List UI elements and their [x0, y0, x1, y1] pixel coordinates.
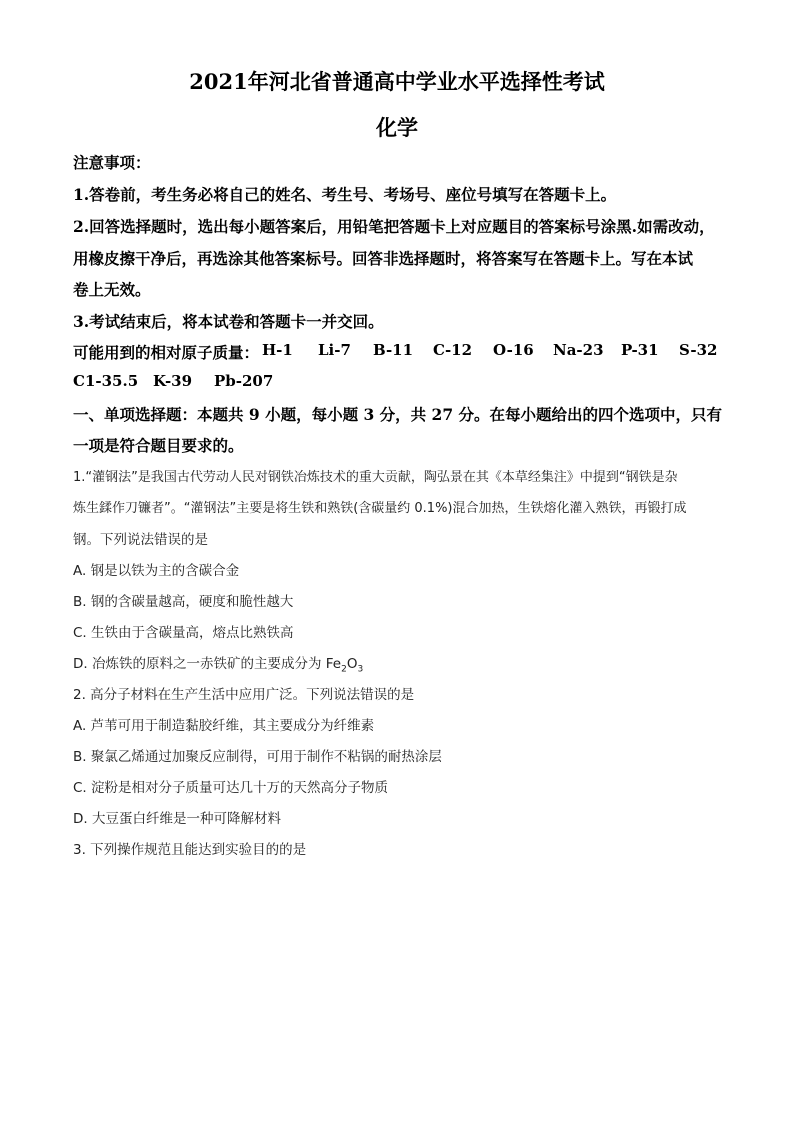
atomic-mass-label: 可能用到的相对原子质量： — [73, 343, 260, 362]
atomic-mass-item: S-32 — [679, 341, 718, 359]
note-item-1: 1.答卷前，考生务必将自己的姓名、考生号、考场号、座位号填写在答题卡上。 — [73, 185, 617, 204]
exam-title: 2021年河北省普通高中学业水平选择性考试 — [189, 69, 605, 94]
section-heading-line-2: 一项是符合题目要求的。 — [73, 436, 244, 455]
question-1-option-c: C. 生铁由于含碳量高，熔点比熟铁高 — [73, 625, 294, 641]
atomic-mass-item: K-39 — [153, 372, 193, 390]
question-1-stem-line-3: 钢。下列说法错误的是 — [73, 532, 208, 548]
question-1-stem-line-1: 1.“灌钢法”是我国古代劳动人民对钢铁冶炼技术的重大贡献，陶弘景在其《本草经集注》中提到“钢铁是杂 — [73, 470, 678, 485]
atomic-mass-item: B-11 — [373, 341, 414, 359]
formula-subscript: 3 — [357, 664, 364, 675]
subject-title: 化学 — [376, 115, 418, 140]
question-1-option-d — [73, 652, 363, 675]
question-2-option-b: B. 聚氯乙烯通过加聚反应制得，可用于制作不粘锅的耐热涂层 — [73, 749, 442, 765]
formula-subscript: 2 — [341, 664, 347, 675]
section-heading-line-1: 一、单项选择题：本题共 9 小题，每小题 3 分，共 27 分。在每小题给出的四个选项中，只有 — [73, 405, 723, 424]
atomic-mass-item: H-1 — [262, 341, 293, 359]
option-d-text: D. 冶炼铁的原料之一赤铁矿的主要成分为 Fe — [73, 656, 342, 672]
atomic-mass-item: O-16 — [493, 341, 534, 359]
note-item-2-line-1: 2.回答选择题时，选出每小题答案后，用铅笔把答题卡上对应题目的答案标号涂黑.如需改动， — [73, 217, 715, 236]
atomic-mass-item: Pb-207 — [214, 372, 274, 390]
formula-element: O — [346, 656, 358, 672]
question-2-option-d: D. 大豆蛋白纤维是一种可降解材料 — [73, 811, 281, 827]
question-2-stem: 2. 高分子材料在生产生活中应用广泛。下列说法错误的是 — [73, 687, 415, 703]
atomic-mass-item: C-12 — [433, 341, 473, 359]
note-item-3: 3.考试结束后，将本试卷和答题卡一并交回。 — [73, 312, 384, 331]
question-2-option-a: A. 芦苇可用于制造黏胶纤维，其主要成分为纤维素 — [73, 718, 375, 734]
question-1-option-a: A. 钢是以铁为主的含碳合金 — [73, 563, 240, 579]
question-3-stem: 3. 下列操作规范且能达到实验目的的是 — [73, 842, 307, 858]
question-2-option-c: C. 淀粉是相对分子质量可达几十万的天然高分子物质 — [73, 780, 389, 796]
atomic-mass-item: C1-35.5 — [73, 372, 139, 390]
question-1-stem-line-2: 炼生鍒作刀镰者”。“灌钢法”主要是将生铁和熟铁(含碳量约 0.1%)混合加热，生铁熔化灌入熟铁，再锻打成 — [73, 501, 687, 516]
atomic-mass-item: Li-7 — [318, 341, 351, 359]
atomic-mass-item: Na-23 — [553, 341, 604, 359]
note-item-2-line-3: 卷上无效。 — [73, 280, 151, 299]
notes-heading: 注意事项： — [73, 153, 151, 172]
atomic-mass-item: P-31 — [621, 341, 659, 359]
note-item-2-line-2: 用橡皮擦干净后，再选涂其他答案标号。回答非选择题时，将答案写在答题卡上。写在本试 — [73, 249, 694, 268]
question-1-option-b: B. 钢的含碳量越高，硬度和脆性越大 — [73, 594, 294, 610]
